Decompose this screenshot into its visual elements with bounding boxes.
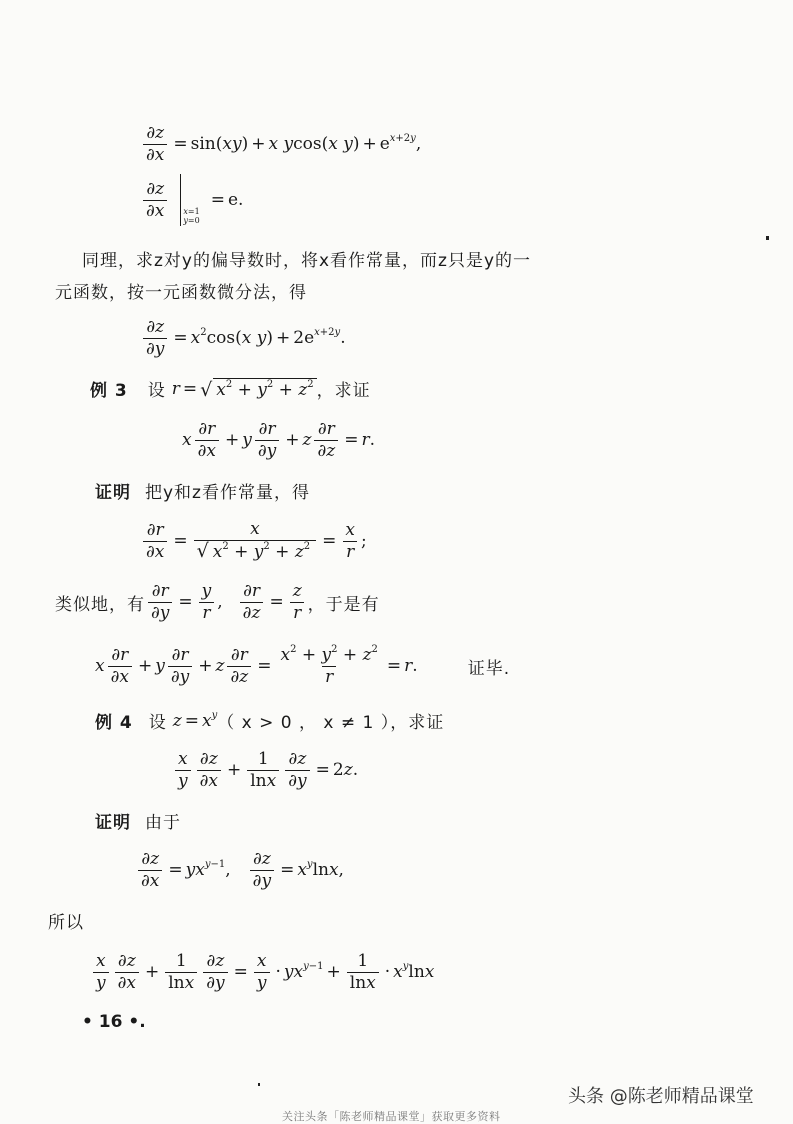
evaluation-bar	[180, 174, 181, 226]
therefore-text: 所以	[48, 913, 84, 933]
equation-ex3-claim: x $\frac{\partial r}{\partial x}$ + y $\frac{\partial r}{\partial y}$ + z $\frac{\partial r}{\partial z}$ = r .	[182, 419, 376, 461]
proof-3	[95, 478, 310, 503]
equation-drdx: $\frac{\partial r}{\partial x}$ = x √ $x^2 + y^2 + z^2$ = $\frac{x}{r}$ ;	[140, 520, 367, 562]
equation-dzdx-evaluated: $\frac{\partial z}{\partial x}$ x=1 y=0 = e.	[140, 174, 243, 226]
paragraph-line-1: 同理，求z对y的偏导数时，将x看作常量，而z只是y的一	[82, 251, 532, 271]
example-3-prove: ，求证	[316, 381, 371, 401]
footer-note: 关注头条「陈老师精品课堂」获取更多资料	[282, 1110, 501, 1123]
equation-ex4-final: $\frac{x}{y}$ $\frac{\partial z}{\partial x}$ + $\frac{1}{\ln x}$ $\frac{\partial z}{\partial y}$ = $\frac{x}{y}$ · $yx^{y-1}$ + $\frac{1}{\ln x}$ · $x^y\ln x$	[90, 952, 434, 992]
scan-speck	[258, 1083, 260, 1086]
similar-line: 类似地，有 $\frac{\partial r}{\partial y}$ = $\frac{y}{r}$ , $\frac{\partial r}{\partial z}$ = $\frac{z}{r}$ ，于是有	[55, 581, 380, 623]
paragraph-line-2: 元函数，按一元函数微分法，得	[55, 283, 307, 303]
proof-3-label: 证明	[95, 483, 131, 503]
example-4-condition: （ x > 0 ， x ≠ 1 ），求证	[217, 713, 445, 733]
example-4-label: 例 4	[95, 713, 133, 733]
evaluation-point: x=1 y=0	[183, 207, 200, 225]
proof-3-text: 把y和z看作常量，得	[145, 483, 310, 503]
qed-text: 证毕.	[467, 658, 511, 679]
then-text: ，于是有	[307, 594, 380, 615]
example-4-text: 设	[148, 713, 167, 733]
equation-ex3-result: x $\frac{\partial r}{\partial x}$ + y $\frac{\partial r}{\partial y}$ + z $\frac{\partial r}{\partial z}$ = $\frac{x^2 + y^2 + z^2}{r}$ = r . 证毕.	[95, 644, 511, 687]
watermark: 头条 @陈老师精品课堂	[568, 1086, 754, 1107]
example-4: 例 4 设 z = $x^y$ （ x > 0 ， x ≠ 1 ），求证	[95, 709, 445, 733]
equation-dzdy: $\frac{\partial z}{\partial y}$ = $x^2\cos(x$ y) + $2e^{x+2y}$.	[140, 318, 346, 358]
page-number: • 16 •.	[82, 1012, 146, 1032]
example-3-text: 设	[147, 381, 166, 401]
similar-text: 类似地，有	[55, 594, 145, 615]
fraction-dz-dx: $\frac{\partial z}{\partial x}$	[143, 124, 167, 164]
equation-ex4-claim: $\frac{x}{y}$ $\frac{\partial z}{\partial x}$ + $\frac{1}{\ln x}$ $\frac{\partial z}{\partial y}$ = 2z.	[172, 750, 358, 790]
equation-dzdx: $\frac{\partial z}{\partial x}$ = sin(xy) + x ycos(x y) + $e^{x+2y}$,	[140, 124, 421, 164]
proof-4-text: 由于	[145, 813, 181, 833]
example-3-label: 例 3	[90, 381, 128, 401]
proof-4-label: 证明	[95, 813, 131, 833]
proof-4	[95, 808, 181, 833]
scan-speck	[766, 236, 769, 240]
equation-ex4-derivatives: $\frac{\partial z}{\partial x}$ = $yx^{y-1}$, $\frac{\partial z}{\partial y}$ = $x^y\ln x$,	[135, 850, 344, 890]
example-3: 例 3 设 r = √ $x^2 + y^2 + z^2$ ，求证	[90, 376, 371, 401]
